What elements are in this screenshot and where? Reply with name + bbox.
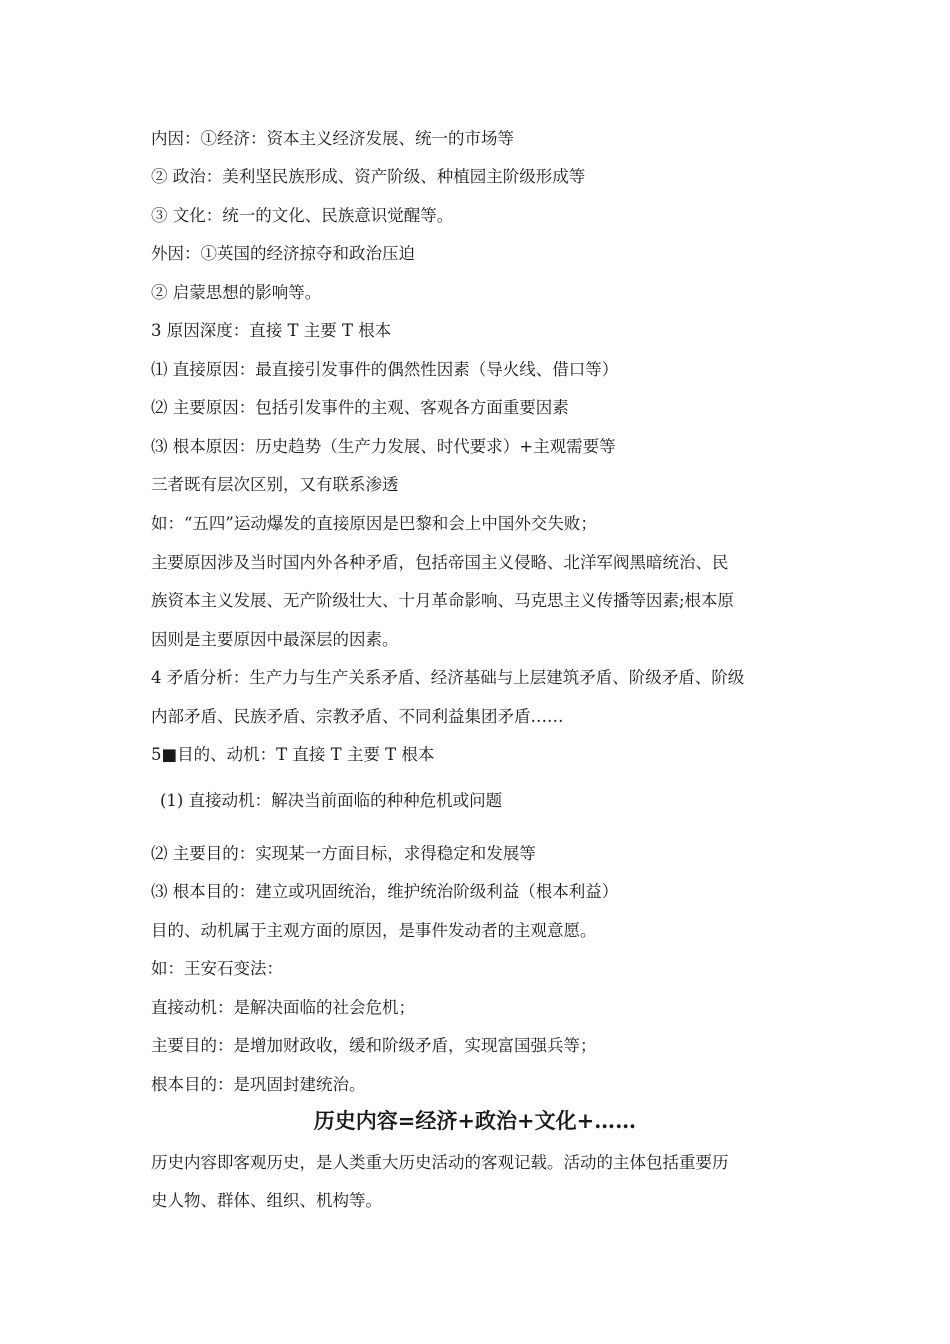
text-line: ⑶ 根本目的：建立或巩固统治，维护统治阶级利益（根本利益） — [151, 882, 619, 901]
text-line: (1) 直接动机：解决当前面临的种种危机或问题 — [160, 791, 503, 810]
text-line: 族资本主义发展、无产阶级壮大、十月革命影响、马克思主义传播等因素;根本原 — [151, 591, 735, 610]
text-line: 内因：①经济：资本主义经济发展、统一的市场等 — [151, 129, 514, 148]
text-line: 三者既有层次区别，又有联系渗透 — [151, 475, 399, 494]
section-3-heading: 3 原因深度：直接 T 主要 T 根本 — [151, 321, 392, 340]
text-line: 史人物、群体、组织、机构等。 — [151, 1191, 382, 1210]
text-line: 如：王安石变法： — [151, 959, 283, 978]
text-line: ② 启蒙思想的影响等。 — [151, 283, 322, 302]
text-line: ⑶ 根本原因：历史趋势（生产力发展、时代要求）+主观需要等 — [151, 437, 616, 456]
text-line: 主要原因涉及当时国内外各种矛盾，包括帝国主义侵略、北洋军阀黑暗统治、民 — [151, 553, 729, 572]
text-line: 根本目的：是巩固封建统治。 — [151, 1075, 366, 1094]
text-line: 因则是主要原因中最深层的因素。 — [151, 630, 399, 649]
text-line: ③ 文化：统一的文化、民族意识觉醒等。 — [151, 206, 454, 225]
text-line: ⑵ 主要原因：包括引发事件的主观、客观各方面重要因素 — [151, 398, 569, 417]
section-5-heading: 5■目的、动机：T 直接 T 主要 T 根本 — [151, 745, 435, 764]
text-line: 目的、动机属于主观方面的原因，是事件发动者的主观意愿。 — [151, 921, 597, 940]
text-line: ⑴ 直接原因：最直接引发事件的偶然性因素（导火线、借口等） — [151, 360, 619, 379]
text-line: ② 政治：美利坚民族形成、资产阶级、种植园主阶级形成等 — [151, 167, 586, 186]
text-line: 如：“五四”运动爆发的直接原因是巴黎和会上中国外交失败； — [151, 514, 597, 533]
text-line: 历史内容即客观历史，是人类重大历史活动的客观记载。活动的主体包括重要历 — [151, 1153, 729, 1172]
section-heading: 历史内容=经济+政治+文化+…… — [313, 1108, 637, 1133]
text-line: 主要目的：是增加财政收，缓和阶级矛盾，实现富国强兵等； — [151, 1036, 597, 1055]
text-line: 内部矛盾、民族矛盾、宗教矛盾、不同利益集团矛盾…… — [151, 707, 564, 726]
text-line: 外因：①英国的经济掠夺和政治压迫 — [151, 244, 415, 263]
section-4-heading: 4 矛盾分析：生产力与生产关系矛盾、经济基础与上层建筑矛盾、阶级矛盾、阶级 — [151, 668, 745, 687]
text-line: ⑵ 主要目的：实现某一方面目标，求得稳定和发展等 — [151, 844, 536, 863]
text-line: 直接动机：是解决面临的社会危机； — [151, 998, 415, 1017]
